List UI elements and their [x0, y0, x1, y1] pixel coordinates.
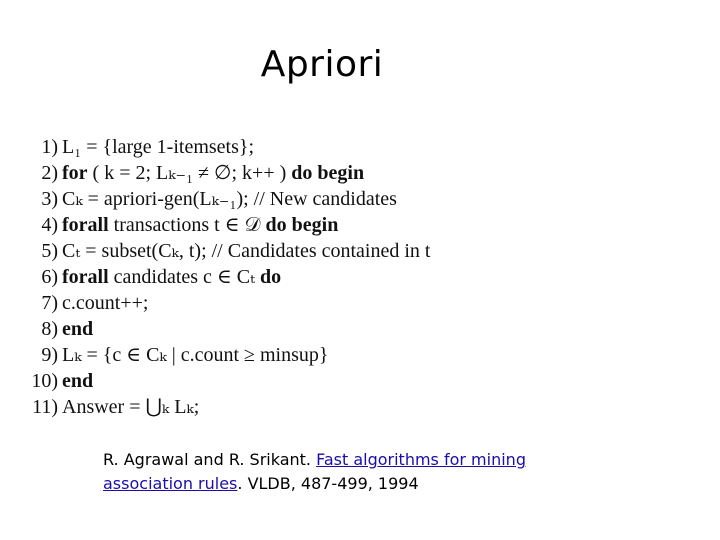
algo-line-11: [30, 394, 430, 420]
citation-venue: . VLDB, 487-499, 1994: [237, 474, 419, 493]
keyword: end: [62, 370, 94, 392]
line-text: candidates c ∈ Cₜ: [108, 266, 261, 288]
line-number: 3): [41, 188, 58, 210]
line-text: transactions t ∈ 𝒟: [108, 214, 266, 236]
line-text: L₁ = {large 1-itemsets};: [62, 136, 255, 158]
algo-line-4: [30, 212, 430, 238]
line-number: 9): [41, 344, 58, 366]
paper-link[interactable]: Fast algorithms for mining association rules: [103, 450, 526, 493]
slide-title: Apriori: [260, 44, 384, 85]
algo-line-2: [30, 160, 430, 186]
algo-line-6: [30, 264, 430, 290]
line-number: 7): [41, 292, 58, 314]
line-text: ( k = 2; Lₖ₋₁ ≠ ∅; k++ ): [87, 162, 292, 184]
line-number: 8): [41, 318, 58, 340]
line-number: 5): [41, 240, 58, 262]
line-number: 4): [41, 214, 58, 236]
keyword: do begin: [291, 162, 365, 184]
line-text: c.count++;: [62, 292, 149, 314]
algorithm-listing: [30, 134, 430, 420]
line-number: 10): [31, 370, 58, 392]
keyword: do begin: [265, 214, 339, 236]
algo-line-3: [30, 186, 430, 212]
algo-line-5: [30, 238, 430, 264]
keyword: forall: [62, 266, 109, 288]
algo-line-10: [30, 368, 430, 394]
citation: [103, 448, 563, 496]
algo-line-7: [30, 290, 430, 316]
keyword: for: [62, 162, 88, 184]
citation-authors: R. Agrawal and R. Srikant.: [103, 450, 317, 469]
line-number: 2): [41, 162, 58, 184]
line-number: 11): [32, 396, 58, 418]
line-text: Lₖ = {c ∈ Cₖ | c.count ≥ minsup}: [62, 344, 329, 366]
line-number: 1): [41, 136, 58, 158]
keyword: forall: [62, 214, 109, 236]
algo-line-1: [30, 134, 430, 160]
algo-line-9: [30, 342, 430, 368]
line-text: Cₖ = apriori-gen(Lₖ₋₁); // New candidates: [62, 188, 397, 210]
line-number: 6): [41, 266, 58, 288]
line-text: Cₜ = subset(Cₖ, t); // Candidates contained in t: [62, 240, 431, 262]
algo-line-8: [30, 316, 430, 342]
line-text: Answer = ⋃ₖ Lₖ;: [62, 396, 200, 418]
keyword: do: [260, 266, 282, 288]
keyword: end: [62, 318, 94, 340]
